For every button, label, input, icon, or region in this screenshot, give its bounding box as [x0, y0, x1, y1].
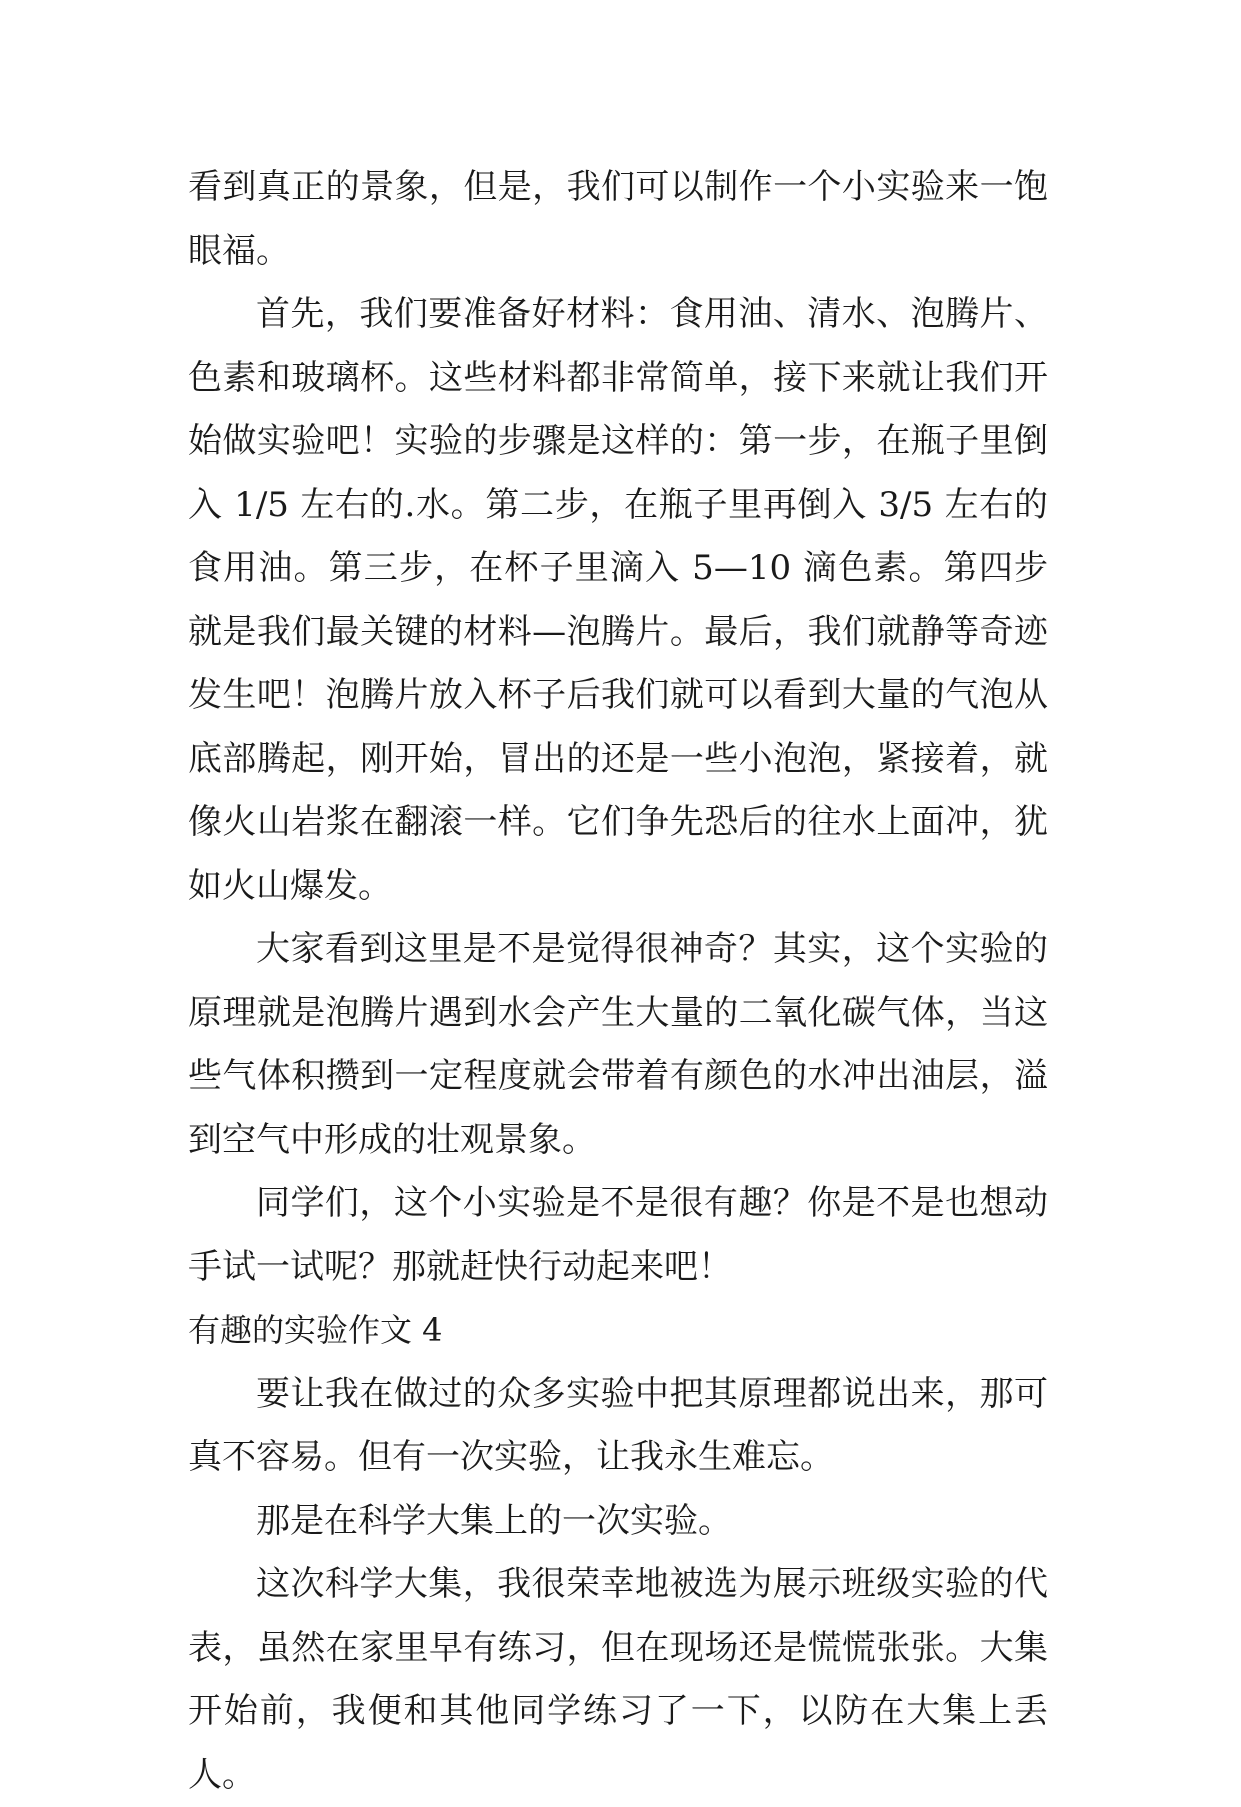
paragraph-continuation: 看到真正的景象，但是，我们可以制作一个小实验来一饱眼福。	[188, 167, 1048, 271]
paragraph-representative: 这次科学大集，我很荣幸地被选为展示班级实验的代表，虽然在家里早有练习，但在现场还是慌慌张张。大集开始前，我便和其他同学练习了一下，以防在大集上丢人。	[188, 1564, 1048, 1795]
section-heading: 有趣的实验作文 4	[188, 1311, 443, 1349]
paragraph-principle: 大家看到这里是不是觉得很神奇？其实，这个实验的原理就是泡腾片遇到水会产生大量的二氧化碳气体，当这些气体积攒到一定程度就会带着有颜色的水冲出油层，溢到空气中形成的壮观景象。	[188, 929, 1048, 1160]
paragraph-conclusion: 同学们，这个小实验是不是很有趣？你是不是也想动手试一试呢？那就赶快行动起来吧！	[188, 1183, 1048, 1287]
paragraph-science-fair: 那是在科学大集上的一次实验。	[256, 1500, 732, 1541]
paragraph-intro: 要让我在做过的众多实验中把其原理都说出来，那可真不容易。但有一次实验，让我永生难忘。	[188, 1373, 1048, 1477]
paragraph-materials-and-steps: 首先，我们要准备好材料：食用油、清水、泡腾片、色素和玻璃杯。这些材料都非常简单，接下来就让我们开始做实验吧！实验的步骤是这样的：第一步，在瓶子里倒入 1/5 左右的.水。第二步，在瓶子里再倒入 3/5 左右的食用油。第三步，在杯子里滴入 5—10 滴色素。第四步就是我们最关键的材料—泡腾片。最后，我们就静等奇迹发生吧！泡腾片放入杯子后我们就可以看到大量的气泡从底部腾起，刚开始，冒出的还是一些小泡泡，紧接着，就像火山岩浆在翻滚一样。它们争先恐后的往水上面冲，犹如火山爆发。	[188, 294, 1048, 906]
document-body	[188, 156, 1048, 1807]
